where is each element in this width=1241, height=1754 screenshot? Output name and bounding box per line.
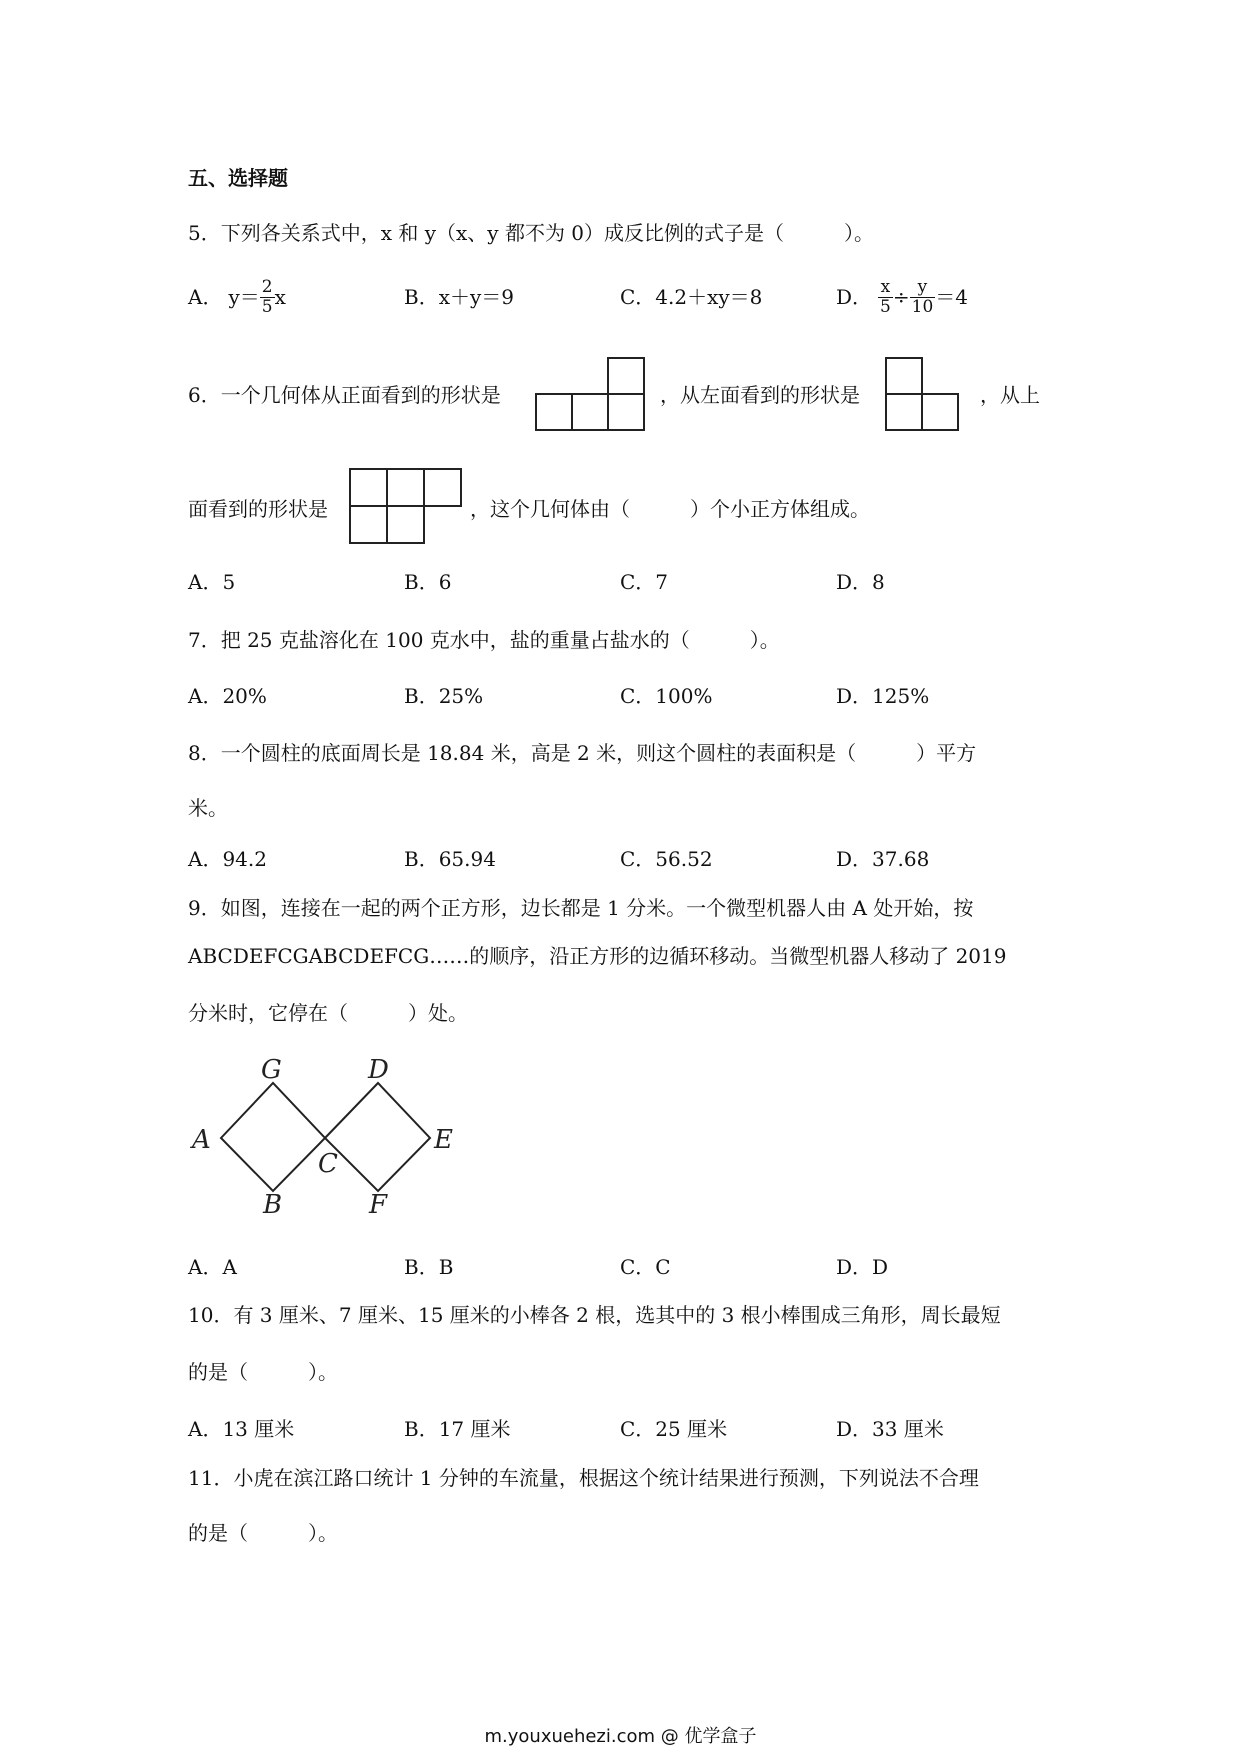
q9-label-g: G <box>261 1055 282 1085</box>
q9-label-d: D <box>368 1055 389 1085</box>
q5-a-fraction: $\frac{2}{5}$ <box>261 276 273 317</box>
q6-front-view-figure <box>535 354 645 432</box>
q6-text-1: 6．一个几何体从正面看到的形状是 <box>188 383 501 407</box>
q5-d-fraction-2: $\frac{y}{10}$ <box>911 276 934 317</box>
q8-option-d: D．37.68 <box>836 847 930 871</box>
q5-option-c: C．4.2＋xy＝8 <box>620 285 763 309</box>
footer-watermark: m.youxuehezi.com @ 优学盒子 <box>484 1726 757 1747</box>
q9-label-c: C <box>318 1149 338 1179</box>
q9-option-a: A．A <box>188 1255 237 1279</box>
q5-option-b: B．x＋y＝9 <box>404 285 514 309</box>
q10-option-c: C．25 厘米 <box>620 1417 728 1441</box>
q9-label-e: E <box>434 1125 453 1155</box>
q9-right-square <box>325 1083 430 1191</box>
q6-text-4: 面看到的形状是 <box>188 497 328 521</box>
q8-option-a: A．94.2 <box>188 847 267 871</box>
q10-option-b: B．17 厘米 <box>404 1417 511 1441</box>
q10-option-a: A．13 厘米 <box>188 1417 295 1441</box>
q6-option-a: A．5 <box>188 570 236 594</box>
q6-option-c: C．7 <box>620 570 669 594</box>
q9-stem-line1: 9．如图，连接在一起的两个正方形，边长都是 1 分米。一个微型机器人由 A 处开始，按 <box>188 896 974 920</box>
q7-option-a: A．20% <box>188 684 267 708</box>
q6-top-view-figure <box>349 468 463 546</box>
q9-stem-line3: 分米时，它停在（ ）处。 <box>188 1001 468 1025</box>
q5-option-d: D． $\frac{x}{5}$ ÷ $\frac{y}{10}$ ＝4 <box>836 276 969 317</box>
q7-stem: 7．把 25 克盐溶化在 100 克水中，盐的重量占盐水的（ ）。 <box>188 628 780 652</box>
q6-option-d: D．8 <box>836 570 885 594</box>
section-title: 五、选择题 <box>188 166 288 190</box>
q8-stem-line2: 米。 <box>188 796 228 820</box>
q7-option-c: C．100% <box>620 684 713 708</box>
q9-label-a: A <box>192 1125 211 1155</box>
q9-two-squares-figure <box>188 1050 468 1230</box>
q9-left-square <box>221 1083 325 1191</box>
q11-stem-line1: 11．小虎在滨江路口统计 1 分钟的车流量，根据这个统计结果进行预测，下列说法不合理 <box>188 1466 979 1490</box>
q6-text-2: ，从左面看到的形状是 <box>660 383 860 407</box>
q9-option-b: B．B <box>404 1255 454 1279</box>
q9-option-d: D．D <box>836 1255 889 1279</box>
q10-stem-line2: 的是（ ）。 <box>188 1360 338 1384</box>
q9-option-c: C．C <box>620 1255 671 1279</box>
q6-text-3: ，从上 <box>980 383 1040 407</box>
q8-option-c: C．56.52 <box>620 847 713 871</box>
q5-option-a: A． y＝ $\frac{2}{5}$ x <box>188 276 286 317</box>
q6-left-view-figure <box>885 354 961 432</box>
q8-option-b: B．65.94 <box>404 847 496 871</box>
q9-stem-line2: ABCDEFCGABCDEFCG……的顺序，沿正方形的边循环移动。当微型机器人移动了 2019 <box>188 944 1007 968</box>
q8-stem-line1: 8．一个圆柱的底面周长是 18.84 米，高是 2 米，则这个圆柱的表面积是（ ）平方 <box>188 741 977 765</box>
q5-stem: 5．下列各关系式中，x 和 y（x、y 都不为 0）成反比例的式子是（ ）。 <box>188 221 875 245</box>
q9-label-f: F <box>369 1190 388 1220</box>
q10-stem-line1: 10．有 3 厘米、7 厘米、15 厘米的小棒各 2 根，选其中的 3 根小棒围成三角形，周长最短 <box>188 1303 1001 1327</box>
q7-option-d: D．125% <box>836 684 930 708</box>
q5-d-fraction-1: $\frac{x}{5}$ <box>880 276 891 317</box>
q6-option-b: B．6 <box>404 570 452 594</box>
q9-label-b: B <box>263 1190 283 1220</box>
q6-text-5: ，这个几何体由（ ）个小正方体组成。 <box>470 497 870 521</box>
q11-stem-line2: 的是（ ）。 <box>188 1521 338 1545</box>
q7-option-b: B．25% <box>404 684 484 708</box>
q10-option-d: D．33 厘米 <box>836 1417 944 1441</box>
